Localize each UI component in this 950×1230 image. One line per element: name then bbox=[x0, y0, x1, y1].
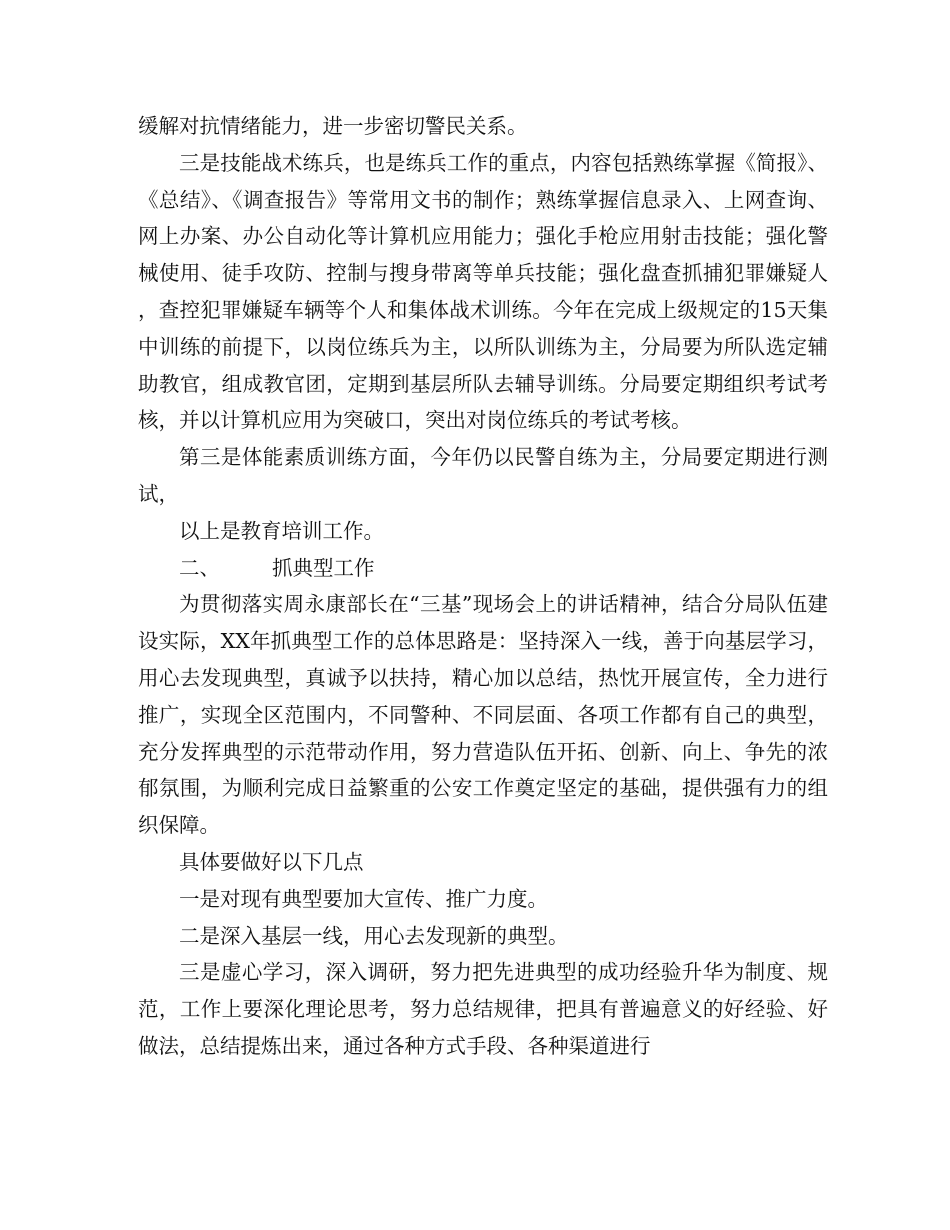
section-heading bbox=[138, 550, 828, 587]
paragraph-education-summary: 以上是教育培训工作。 bbox=[179, 518, 384, 543]
section-title: 抓典型工作 bbox=[272, 555, 375, 580]
paragraph-point-one: 一是对现有典型要加大宣传、推广力度。 bbox=[179, 886, 548, 911]
paragraph-physical-training: 第三是体能素质训练方面，今年仍以民警自练为主，分局要定期进行测试， bbox=[138, 445, 828, 506]
paragraph-skills-training: 三是技能战术练兵，也是练兵工作的重点，内容包括熟练掌握《简报》、《总结》、《调查报告》等常用文书的制作；熟练掌握信息录入、上网查询、网上办案、办公自动化等计算机应用能力；强化手枪应用射击技能；强化警械使用、徒手攻防、控制与搜身带离等单兵技能；强化盘查抓捕犯罪嫌疑人，查控犯罪嫌疑车辆等个人和集体战术训练。今年在完成上级规定的15天集中训练的前提下，以岗位练兵为主，以所队训练为主，分局要为所队选定辅助教官，组成教官团，定期到基层所队去辅导训练。分局要定期组织考试考核，并以计算机应用为突破口，突出对岗位练兵的考试考核。 bbox=[138, 150, 828, 433]
paragraph-point-two: 二是深入基层一线，用心去发现新的典型。 bbox=[179, 923, 569, 948]
paragraph-point-three: 三是虚心学习，深入调研，努力把先进典型的成功经验升华为制度、规范，工作上要深化理论思考，努力总结规律，把具有普遍意义的好经验、好做法，总结提炼出来，通过各种方式手段、各种渠道进行 bbox=[138, 960, 828, 1058]
document-body bbox=[138, 108, 828, 1065]
paragraph-continuation: 缓解对抗情绪能力，进一步密切警民关系。 bbox=[138, 114, 528, 138]
section-number: 二、 bbox=[179, 555, 220, 580]
paragraph-typical-work-overview: 为贯彻落实周永康部长在“三基”现场会上的讲话精神，结合分局队伍建设实际，XX年抓典型工作的总体思路是：坚持深入一线，善于向基层学习，用心去发现典型，真诚予以扶持，精心加以总结，热忱开展宣传，全力进行推广，实现全区范围内，不同警种、不同层面、各项工作都有自己的典型，充分发挥典型的示范带动作用，努力营造队伍开拓、创新、向上、争先的浓郁氛围，为顺利完成日益繁重的公安工作奠定坚定的基础，提供强有力的组织保障。 bbox=[138, 592, 828, 838]
paragraph-specific-points-intro: 具体要做好以下几点 bbox=[179, 849, 364, 874]
